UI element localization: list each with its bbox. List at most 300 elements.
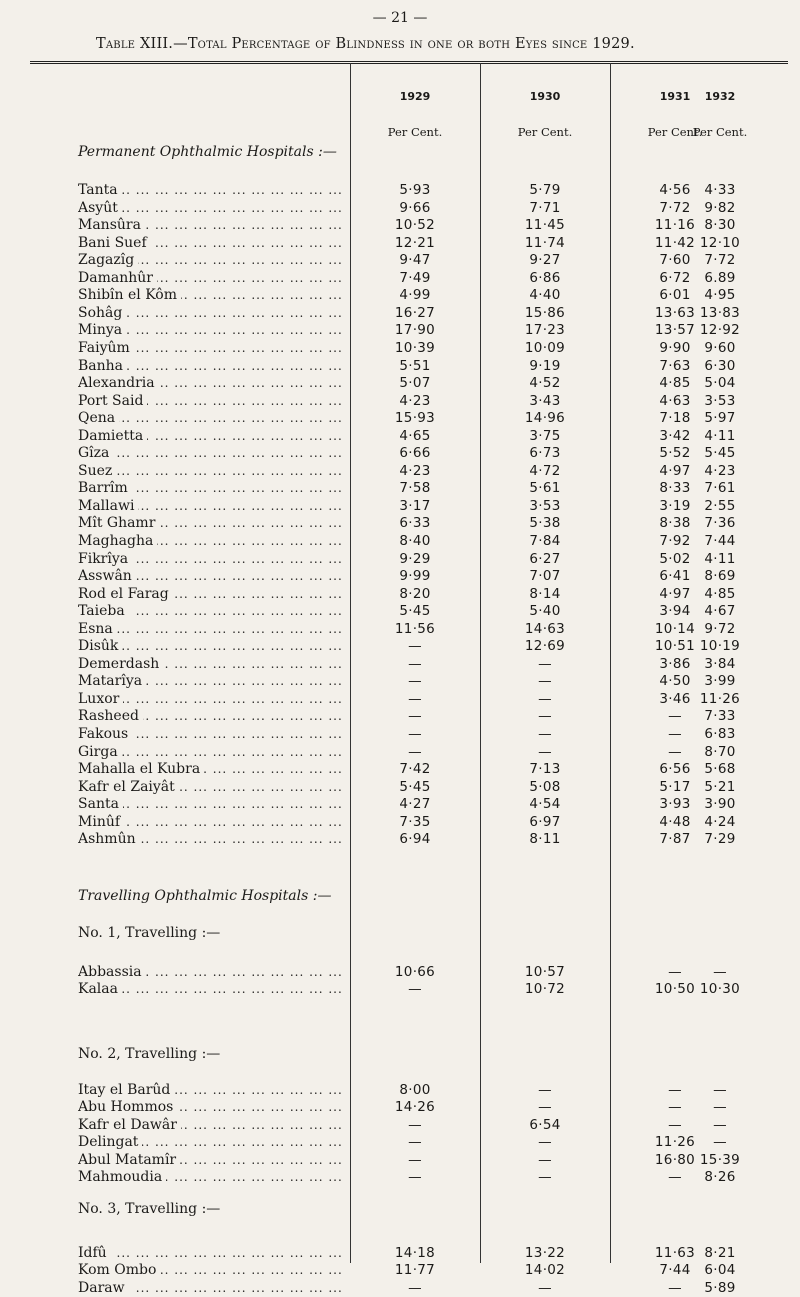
value-cell-1931: 4·97 bbox=[659, 463, 691, 479]
value-cell-1929: — bbox=[408, 1152, 422, 1168]
table-row bbox=[0, 830, 800, 848]
row-name: Faiyûm bbox=[78, 340, 134, 356]
value-cell-1930: 17·23 bbox=[524, 322, 566, 338]
row-label bbox=[78, 1261, 348, 1279]
row-name: Port Said bbox=[78, 393, 147, 409]
row-name: Santa bbox=[78, 796, 123, 812]
table-row bbox=[0, 637, 800, 655]
row-name: Abu Hommos bbox=[78, 1099, 177, 1115]
row-label bbox=[78, 795, 348, 813]
value-cell-1932: 7·29 bbox=[704, 831, 736, 847]
row-name: Fakous bbox=[78, 726, 132, 742]
value-cell-1931: 11·26 bbox=[654, 1134, 696, 1150]
value-cell-1929: 4·27 bbox=[399, 796, 431, 812]
value-cell-1931: 4·97 bbox=[659, 586, 691, 602]
value-cell-1929: — bbox=[408, 638, 422, 654]
value-cell-1929: 6·94 bbox=[399, 831, 431, 847]
value-cell-1932: 8·21 bbox=[704, 1245, 736, 1261]
value-cell-1932: 9·72 bbox=[704, 621, 736, 637]
section-heading-travelling: Travelling Ophthalmic Hospitals :— bbox=[78, 888, 332, 904]
value-cell-1932: 4·24 bbox=[704, 814, 736, 830]
row-label bbox=[78, 690, 348, 708]
row-label bbox=[78, 1098, 348, 1116]
row-label bbox=[78, 199, 348, 217]
value-cell-1932: 3·84 bbox=[704, 656, 736, 672]
value-cell-1931: 10·50 bbox=[654, 981, 696, 997]
row-label bbox=[78, 181, 348, 199]
table-row bbox=[0, 602, 800, 620]
value-cell-1932: 6.89 bbox=[704, 270, 736, 286]
subsection-heading: No. 2, Travelling :— bbox=[78, 1046, 221, 1062]
value-cell-1929: 15·93 bbox=[394, 410, 436, 426]
value-cell-1932: 8·26 bbox=[704, 1169, 736, 1185]
value-cell-1930: — bbox=[538, 744, 552, 760]
value-cell-1931: 3·93 bbox=[659, 796, 691, 812]
row-name: Girga bbox=[78, 744, 122, 760]
subsection-heading: No. 3, Travelling :— bbox=[78, 1201, 221, 1217]
row-label bbox=[78, 339, 348, 357]
row-label bbox=[78, 216, 348, 234]
table-row bbox=[0, 778, 800, 796]
value-cell-1931: 13·57 bbox=[654, 322, 696, 338]
value-cell-1931: — bbox=[668, 1082, 682, 1098]
table-row bbox=[0, 497, 800, 515]
row-label bbox=[78, 743, 348, 761]
column-header-1929: 1929 bbox=[399, 90, 431, 103]
value-cell-1932: 4·11 bbox=[704, 428, 736, 444]
row-name: Daraw bbox=[78, 1280, 129, 1296]
row-name: Mît Ghamr bbox=[78, 515, 159, 531]
value-cell-1931: — bbox=[668, 744, 682, 760]
row-label bbox=[78, 514, 348, 532]
value-cell-1930: 5·38 bbox=[529, 515, 561, 531]
value-cell-1930: 6·97 bbox=[529, 814, 561, 830]
value-cell-1931: 7·72 bbox=[659, 200, 691, 216]
value-cell-1932: 9·60 bbox=[704, 340, 736, 356]
value-cell-1929: — bbox=[408, 1117, 422, 1133]
row-label bbox=[78, 1116, 348, 1134]
value-cell-1931: 11·42 bbox=[654, 235, 696, 251]
row-name: Fikrîya bbox=[78, 551, 132, 567]
value-cell-1929: 14·26 bbox=[394, 1099, 436, 1115]
row-name: Shibîn el Kôm bbox=[78, 287, 181, 303]
value-cell-1930: — bbox=[538, 1134, 552, 1150]
value-cell-1930: 3·53 bbox=[529, 498, 561, 514]
table-row bbox=[0, 357, 800, 375]
table-row bbox=[0, 813, 800, 831]
value-cell-1929: 11·77 bbox=[394, 1262, 436, 1278]
value-cell-1929: — bbox=[408, 691, 422, 707]
value-cell-1929: 5·45 bbox=[399, 603, 431, 619]
row-label bbox=[78, 963, 348, 981]
value-cell-1931: 13·63 bbox=[654, 305, 696, 321]
row-label bbox=[78, 813, 348, 831]
subsection-heading: No. 1, Travelling :— bbox=[78, 925, 221, 941]
value-cell-1930: 9·19 bbox=[529, 358, 561, 374]
row-label bbox=[78, 1168, 348, 1186]
value-cell-1929: 6·33 bbox=[399, 515, 431, 531]
value-cell-1930: 11·74 bbox=[524, 235, 566, 251]
value-cell-1931: — bbox=[668, 1099, 682, 1115]
value-cell-1929: 7·35 bbox=[399, 814, 431, 830]
value-cell-1932: 12·10 bbox=[699, 235, 741, 251]
value-cell-1930: 13·22 bbox=[524, 1245, 566, 1261]
table-row bbox=[0, 427, 800, 445]
row-name: Mallawi bbox=[78, 498, 138, 514]
row-name: Delingat bbox=[78, 1134, 142, 1150]
value-cell-1932: 13·83 bbox=[699, 305, 741, 321]
row-label bbox=[78, 672, 348, 690]
value-cell-1931: 6·41 bbox=[659, 568, 691, 584]
value-cell-1931: 5·17 bbox=[659, 779, 691, 795]
row-label bbox=[78, 251, 348, 269]
row-name: Mansûra bbox=[78, 217, 145, 233]
value-cell-1932: 4·23 bbox=[704, 463, 736, 479]
value-cell-1931: — bbox=[668, 1117, 682, 1133]
table-title-prefix: Table XIII.— bbox=[96, 36, 188, 52]
value-cell-1929: 4·65 bbox=[399, 428, 431, 444]
value-cell-1930: 6·73 bbox=[529, 445, 561, 461]
value-cell-1929: 12·21 bbox=[394, 235, 436, 251]
value-cell-1929: — bbox=[408, 726, 422, 742]
row-label bbox=[78, 620, 348, 638]
value-cell-1931: 4·48 bbox=[659, 814, 691, 830]
value-cell-1930: — bbox=[538, 726, 552, 742]
value-cell-1931: 7·44 bbox=[659, 1262, 691, 1278]
value-cell-1931: 4·63 bbox=[659, 393, 691, 409]
value-cell-1931: 8·33 bbox=[659, 480, 691, 496]
value-cell-1930: — bbox=[538, 673, 552, 689]
table-row bbox=[0, 707, 800, 725]
value-cell-1930: 6·27 bbox=[529, 551, 561, 567]
row-name: Asyût bbox=[78, 200, 122, 216]
value-cell-1930: 6·54 bbox=[529, 1117, 561, 1133]
value-cell-1929: 7·58 bbox=[399, 480, 431, 496]
table-row bbox=[0, 1168, 800, 1186]
value-cell-1931: 4·85 bbox=[659, 375, 691, 391]
value-cell-1931: 7·18 bbox=[659, 410, 691, 426]
value-cell-1930: 7·84 bbox=[529, 533, 561, 549]
row-label bbox=[78, 479, 348, 497]
value-cell-1929: — bbox=[408, 1280, 422, 1296]
row-label bbox=[78, 1279, 348, 1297]
row-name: Sohâg bbox=[78, 305, 126, 321]
row-name: Idfû bbox=[78, 1245, 111, 1261]
value-cell-1931: 6·56 bbox=[659, 761, 691, 777]
value-cell-1929: 5·51 bbox=[399, 358, 431, 374]
row-name: Luxor bbox=[78, 691, 123, 707]
value-cell-1929: 4·23 bbox=[399, 393, 431, 409]
row-label bbox=[78, 321, 348, 339]
row-label bbox=[78, 725, 348, 743]
value-cell-1932: 4·33 bbox=[704, 182, 736, 198]
row-name: Kafr el Zaiyât bbox=[78, 779, 179, 795]
table-row bbox=[0, 462, 800, 480]
table-row bbox=[0, 392, 800, 410]
value-cell-1932: — bbox=[713, 1117, 727, 1133]
table-row bbox=[0, 1279, 800, 1297]
value-cell-1930: 4·40 bbox=[529, 287, 561, 303]
value-cell-1929: 10·39 bbox=[394, 340, 436, 356]
value-cell-1930: — bbox=[538, 1099, 552, 1115]
table-row bbox=[0, 1116, 800, 1134]
row-label bbox=[78, 778, 348, 796]
value-cell-1930: — bbox=[538, 656, 552, 672]
row-label bbox=[78, 602, 348, 620]
value-cell-1931: — bbox=[668, 726, 682, 742]
row-label bbox=[78, 1244, 348, 1262]
value-cell-1931: 7·60 bbox=[659, 252, 691, 268]
value-cell-1930: 14·96 bbox=[524, 410, 566, 426]
value-cell-1932: 8·69 bbox=[704, 568, 736, 584]
table-row bbox=[0, 234, 800, 252]
value-cell-1932: 6·04 bbox=[704, 1262, 736, 1278]
value-cell-1931: — bbox=[668, 964, 682, 980]
value-cell-1931: 3·86 bbox=[659, 656, 691, 672]
value-cell-1930: — bbox=[538, 1082, 552, 1098]
row-label bbox=[78, 462, 348, 480]
row-name: Alexandria bbox=[78, 375, 159, 391]
value-cell-1931: 8·38 bbox=[659, 515, 691, 531]
value-cell-1932: 3·99 bbox=[704, 673, 736, 689]
value-cell-1931: 3·42 bbox=[659, 428, 691, 444]
table-row bbox=[0, 374, 800, 392]
value-cell-1929: 9·29 bbox=[399, 551, 431, 567]
value-cell-1931: 11·63 bbox=[654, 1245, 696, 1261]
value-cell-1932: 6·83 bbox=[704, 726, 736, 742]
row-label bbox=[78, 409, 348, 427]
row-name: Itay el Barûd bbox=[78, 1082, 174, 1098]
row-name: Demerdash bbox=[78, 656, 163, 672]
value-cell-1929: 7·49 bbox=[399, 270, 431, 286]
value-cell-1929: — bbox=[408, 656, 422, 672]
value-cell-1930: — bbox=[538, 1280, 552, 1296]
value-cell-1932: 4·11 bbox=[704, 551, 736, 567]
table-row bbox=[0, 1151, 800, 1169]
table-row bbox=[0, 1133, 800, 1151]
value-cell-1930: 5·08 bbox=[529, 779, 561, 795]
value-cell-1932: — bbox=[713, 1082, 727, 1098]
row-label bbox=[78, 532, 348, 550]
table-title bbox=[96, 36, 635, 52]
value-cell-1931: 5·52 bbox=[659, 445, 691, 461]
value-cell-1930: 4·72 bbox=[529, 463, 561, 479]
table-row bbox=[0, 690, 800, 708]
unit-label: Per Cent. bbox=[692, 125, 748, 139]
row-label bbox=[78, 707, 348, 725]
value-cell-1930: 9·27 bbox=[529, 252, 561, 268]
table-row bbox=[0, 199, 800, 217]
table-row bbox=[0, 321, 800, 339]
value-cell-1932: 3·53 bbox=[704, 393, 736, 409]
column-header-1930: 1930 bbox=[529, 90, 561, 103]
table-row bbox=[0, 795, 800, 813]
row-name: Banha bbox=[78, 358, 127, 374]
value-cell-1929: 4·99 bbox=[399, 287, 431, 303]
row-name: Damanhûr bbox=[78, 270, 157, 286]
row-name: Abul Matamîr bbox=[78, 1152, 180, 1168]
value-cell-1930: 11·45 bbox=[524, 217, 566, 233]
value-cell-1932: — bbox=[713, 1099, 727, 1115]
row-name: Damietta bbox=[78, 428, 147, 444]
value-cell-1932: 6·30 bbox=[704, 358, 736, 374]
table-row bbox=[0, 1098, 800, 1116]
table-title-text: Total Percentage of Blindness in one or both Eyes since 1929. bbox=[187, 36, 635, 52]
value-cell-1932: 10·30 bbox=[699, 981, 741, 997]
unit-label: Per Cent. bbox=[517, 125, 573, 139]
row-name: Barrîm bbox=[78, 480, 132, 496]
row-name: Disûk bbox=[78, 638, 122, 654]
table-row bbox=[0, 963, 800, 981]
row-name: Esna bbox=[78, 621, 117, 637]
value-cell-1931: 3·19 bbox=[659, 498, 691, 514]
row-name: Maghagha bbox=[78, 533, 157, 549]
value-cell-1932: 7·44 bbox=[704, 533, 736, 549]
value-cell-1930: 15·86 bbox=[524, 305, 566, 321]
row-name: Minya bbox=[78, 322, 126, 338]
value-cell-1931: 6·72 bbox=[659, 270, 691, 286]
value-cell-1932: 4·85 bbox=[704, 586, 736, 602]
table-row bbox=[0, 444, 800, 462]
value-cell-1930: 10·72 bbox=[524, 981, 566, 997]
value-cell-1931: 16·80 bbox=[654, 1152, 696, 1168]
value-cell-1929: 8·00 bbox=[399, 1082, 431, 1098]
table-row bbox=[0, 620, 800, 638]
value-cell-1930: 3·75 bbox=[529, 428, 561, 444]
value-cell-1930: 4·54 bbox=[529, 796, 561, 812]
row-label bbox=[78, 550, 348, 568]
value-cell-1932: 5·68 bbox=[704, 761, 736, 777]
value-cell-1930: 8·11 bbox=[529, 831, 561, 847]
table-row bbox=[0, 567, 800, 585]
value-cell-1929: 10·66 bbox=[394, 964, 436, 980]
row-label bbox=[78, 830, 348, 848]
row-label bbox=[78, 444, 348, 462]
column-header-1931: 1931 bbox=[659, 90, 691, 103]
value-cell-1929: — bbox=[408, 1134, 422, 1150]
row-name: Qena bbox=[78, 410, 119, 426]
row-name: Rasheed bbox=[78, 708, 143, 724]
value-cell-1930: 14·02 bbox=[524, 1262, 566, 1278]
value-cell-1932: 4·67 bbox=[704, 603, 736, 619]
value-cell-1931: — bbox=[668, 1280, 682, 1296]
row-label bbox=[78, 374, 348, 392]
value-cell-1932: 15·39 bbox=[699, 1152, 741, 1168]
value-cell-1931: 3·94 bbox=[659, 603, 691, 619]
value-cell-1930: 4·52 bbox=[529, 375, 561, 391]
value-cell-1931: 6·01 bbox=[659, 287, 691, 303]
unit-label: Per Cent. bbox=[647, 125, 703, 139]
value-cell-1931: — bbox=[668, 708, 682, 724]
value-cell-1930: — bbox=[538, 708, 552, 724]
row-label bbox=[78, 427, 348, 445]
value-cell-1930: 5·79 bbox=[529, 182, 561, 198]
row-label bbox=[78, 286, 348, 304]
table-row bbox=[0, 479, 800, 497]
value-cell-1932: 12·92 bbox=[699, 322, 741, 338]
row-name: Asswân bbox=[78, 568, 136, 584]
value-cell-1932: 2·55 bbox=[704, 498, 736, 514]
value-cell-1930: 7·07 bbox=[529, 568, 561, 584]
row-label bbox=[78, 655, 348, 673]
table-row bbox=[0, 655, 800, 673]
row-name: Bani Suef bbox=[78, 235, 151, 251]
value-cell-1929: — bbox=[408, 708, 422, 724]
value-cell-1932: 5·04 bbox=[704, 375, 736, 391]
unit-label: Per Cent. bbox=[387, 125, 443, 139]
value-cell-1930: 10·09 bbox=[524, 340, 566, 356]
value-cell-1931: 11·16 bbox=[654, 217, 696, 233]
value-cell-1932: 7·61 bbox=[704, 480, 736, 496]
value-cell-1931: 10·51 bbox=[654, 638, 696, 654]
table-row bbox=[0, 550, 800, 568]
row-name: Taieba bbox=[78, 603, 129, 619]
table-row bbox=[0, 251, 800, 269]
value-cell-1929: 10·52 bbox=[394, 217, 436, 233]
value-cell-1929: — bbox=[408, 673, 422, 689]
value-cell-1931: 4·50 bbox=[659, 673, 691, 689]
row-name: Suez bbox=[78, 463, 116, 479]
value-cell-1929: 5·07 bbox=[399, 375, 431, 391]
table-row bbox=[0, 980, 800, 998]
table-row bbox=[0, 743, 800, 761]
value-cell-1930: 6·86 bbox=[529, 270, 561, 286]
value-cell-1931: — bbox=[668, 1169, 682, 1185]
value-cell-1929: 4·23 bbox=[399, 463, 431, 479]
value-cell-1929: 3·17 bbox=[399, 498, 431, 514]
value-cell-1929: 5·93 bbox=[399, 182, 431, 198]
value-cell-1929: — bbox=[408, 1169, 422, 1185]
value-cell-1929: — bbox=[408, 744, 422, 760]
row-name: Minûf bbox=[78, 814, 124, 830]
row-name: Matarîya bbox=[78, 673, 146, 689]
table-row bbox=[0, 1261, 800, 1279]
value-cell-1932: 3·90 bbox=[704, 796, 736, 812]
value-cell-1929: 11·56 bbox=[394, 621, 436, 637]
value-cell-1930: 14·63 bbox=[524, 621, 566, 637]
row-name: Kafr el Dawâr bbox=[78, 1117, 181, 1133]
value-cell-1932: 7·72 bbox=[704, 252, 736, 268]
row-name: Kom Ombo bbox=[78, 1262, 160, 1278]
value-cell-1929: 9·66 bbox=[399, 200, 431, 216]
value-cell-1929: 14·18 bbox=[394, 1245, 436, 1261]
row-name: Gîza bbox=[78, 445, 113, 461]
value-cell-1932: 10·19 bbox=[699, 638, 741, 654]
row-label bbox=[78, 304, 348, 322]
value-cell-1929: 8·40 bbox=[399, 533, 431, 549]
table-row bbox=[0, 286, 800, 304]
value-cell-1932: 8·30 bbox=[704, 217, 736, 233]
value-cell-1932: 11·26 bbox=[699, 691, 741, 707]
table-row bbox=[0, 339, 800, 357]
value-cell-1931: 5·02 bbox=[659, 551, 691, 567]
table-row bbox=[0, 304, 800, 322]
value-cell-1932: — bbox=[713, 964, 727, 980]
value-cell-1929: — bbox=[408, 981, 422, 997]
table-row bbox=[0, 514, 800, 532]
value-cell-1932: 5·89 bbox=[704, 1280, 736, 1296]
row-name: Zagazîg bbox=[78, 252, 138, 268]
table-row bbox=[0, 532, 800, 550]
top-double-rule bbox=[30, 61, 788, 64]
value-cell-1932: 7·36 bbox=[704, 515, 736, 531]
value-cell-1930: 3·43 bbox=[529, 393, 561, 409]
table-row bbox=[0, 409, 800, 427]
value-cell-1930: 7·13 bbox=[529, 761, 561, 777]
table-row bbox=[0, 585, 800, 603]
row-label bbox=[78, 760, 348, 778]
value-cell-1931: 10·14 bbox=[654, 621, 696, 637]
